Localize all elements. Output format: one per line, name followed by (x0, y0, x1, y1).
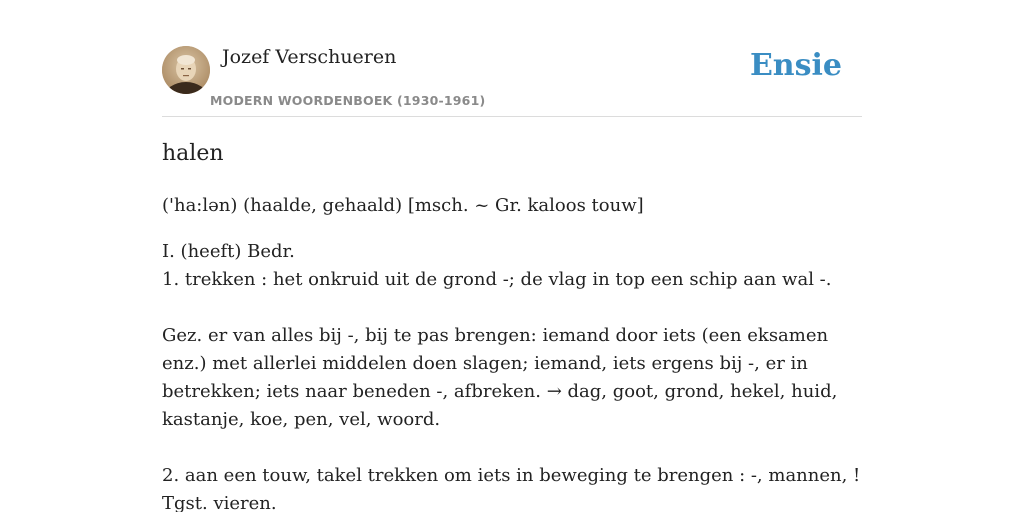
spacer (162, 294, 862, 322)
entry-term: halen (162, 141, 224, 166)
definition-line: 2. aan een touw, takel trekken om iets in beweging te brengen : -, mannen, ! Tgst. vieren. (162, 465, 861, 512)
spacer (162, 434, 862, 462)
author-avatar[interactable] (162, 46, 210, 94)
entry-definition (162, 238, 862, 512)
portrait-image (162, 46, 210, 94)
author-name[interactable]: Jozef Verschueren (222, 46, 397, 68)
entry-content (162, 138, 862, 512)
header (162, 46, 862, 117)
ensie-logo[interactable]: Ensie (749, 48, 842, 83)
definition-line: Gez. er van alles bij -, bij te pas brengen: iemand door iets (een eksamen enz.) met allerlei middelen doen slagen; iemand, iets ergens bij -, er in betrekken; iets naar beneden -, afbreken. → dag, goot, grond, hekel, huid, kastanje, koe, pen, vel, woord. (162, 325, 838, 430)
definition-line: I. (heeft) Bedr. (162, 241, 295, 262)
entry-pronunciation: ('ha:lən) (haalde, gehaald) [msch. ~ Gr. kaloos touw] (162, 195, 644, 216)
dictionary-source[interactable]: MODERN WOORDENBOEK (1930-1961) (210, 93, 486, 108)
definition-line: 1. trekken : het onkruid uit de grond -; de vlag in top een schip aan wal -. (162, 269, 832, 290)
